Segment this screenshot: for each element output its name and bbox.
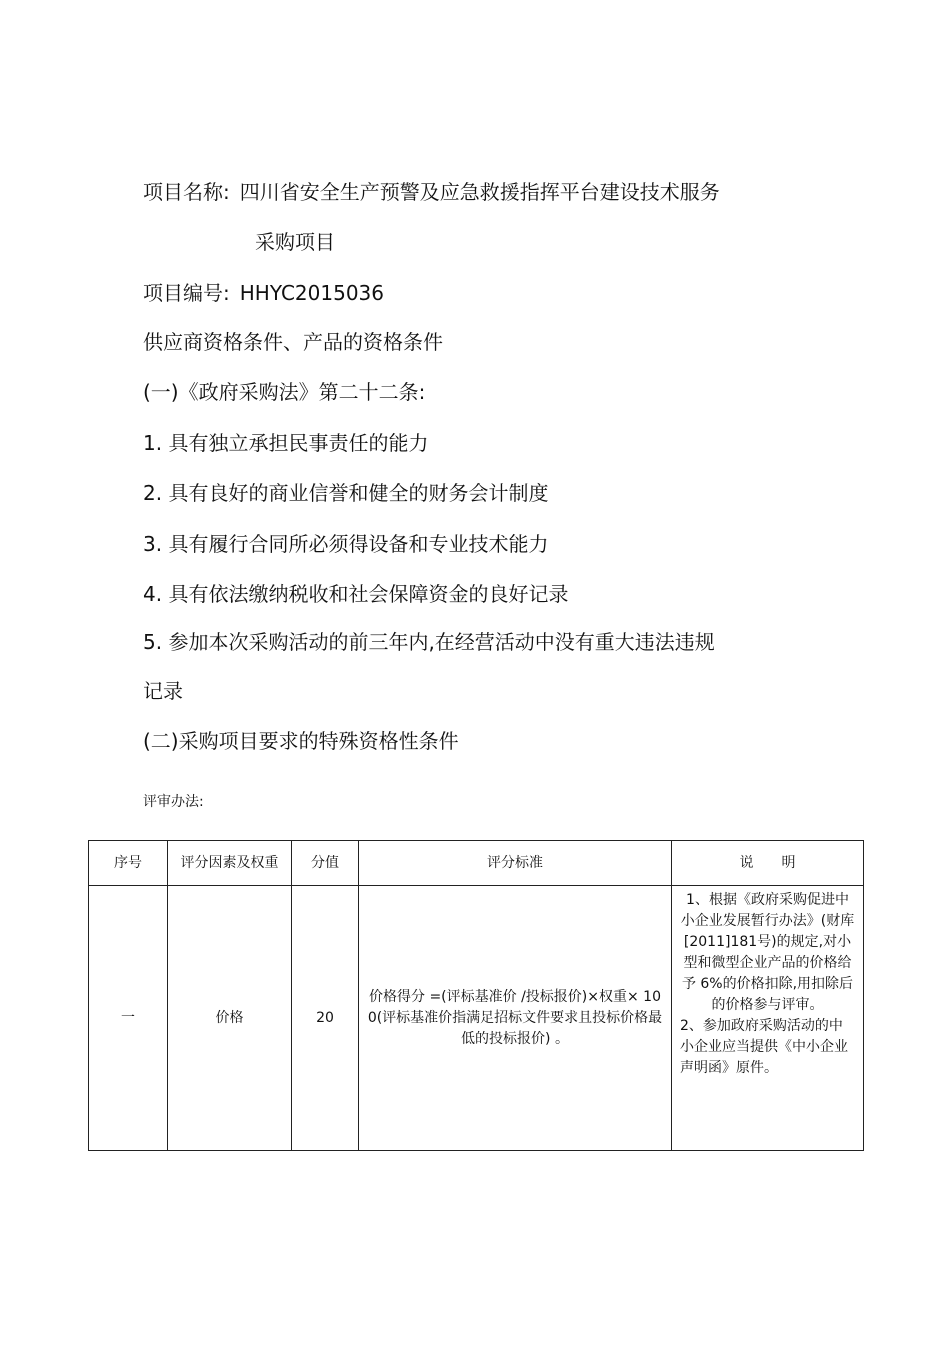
evaluation-table (88, 840, 864, 1151)
header-seq: 序号 (89, 841, 168, 886)
qualification-item-continuation: 记录 (143, 679, 183, 703)
cell-standard: 价格得分 =(评标基准价 /投标报价)×权重× 100(评标基准价指满足招标文件要求且投标价格最低的投标报价) 。 (359, 886, 672, 1151)
cell-score: 20 (292, 886, 359, 1151)
section2-heading: (二)采购项目要求的特殊资格性条件 (143, 729, 459, 753)
section1-heading: (一)《政府采购法》第二十二条: (143, 380, 426, 404)
project-name-continuation: 采购项目 (255, 230, 335, 254)
project-name-value: 四川省安全生产预警及应急救援指挥平台建设技术服务 (239, 180, 720, 204)
qualification-item: 5. 参加本次采购活动的前三年内,在经营活动中没有重大违法违规 (143, 630, 715, 654)
note-item-1: 1、根据《政府采购促进中小企业发展暂行办法》(财库 [2011]181号)的规定,对小型和微型企业产品的价格给予 6%的价格扣除,用扣除后的价格参与评审。 (680, 892, 855, 1013)
qualification-item: 3. 具有履行合同所必须得设备和专业技术能力 (143, 532, 549, 556)
header-note: 说 明 (672, 841, 864, 886)
qualification-heading: 供应商资格条件、产品的资格条件 (143, 330, 443, 354)
project-number-label: 项目编号: (143, 281, 230, 305)
cell-note (672, 886, 864, 1151)
qualification-item: 4. 具有依法缴纳税收和社会保障资金的良好记录 (143, 582, 569, 606)
header-factor: 评分因素及权重 (168, 841, 292, 886)
cell-seq: 一 (89, 886, 168, 1151)
qualification-item: 2. 具有良好的商业信誉和健全的财务会计制度 (143, 481, 549, 505)
evaluation-label: 评审办法: (143, 794, 204, 810)
header-standard: 评分标准 (359, 841, 672, 886)
project-number-line (143, 281, 384, 305)
project-name-line (143, 180, 720, 204)
header-score: 分值 (292, 841, 359, 886)
qualification-item: 1. 具有独立承担民事责任的能力 (143, 431, 429, 455)
project-number-value: HHYC2015036 (239, 281, 384, 305)
table-header-row (89, 841, 864, 886)
cell-factor: 价格 (168, 886, 292, 1151)
table-row (89, 886, 864, 1151)
note-item-2: 2、参加政府采购活动的中小企业应当提供《中小企业声明函》原件。 (680, 1018, 848, 1076)
project-name-label: 项目名称: (143, 180, 230, 204)
